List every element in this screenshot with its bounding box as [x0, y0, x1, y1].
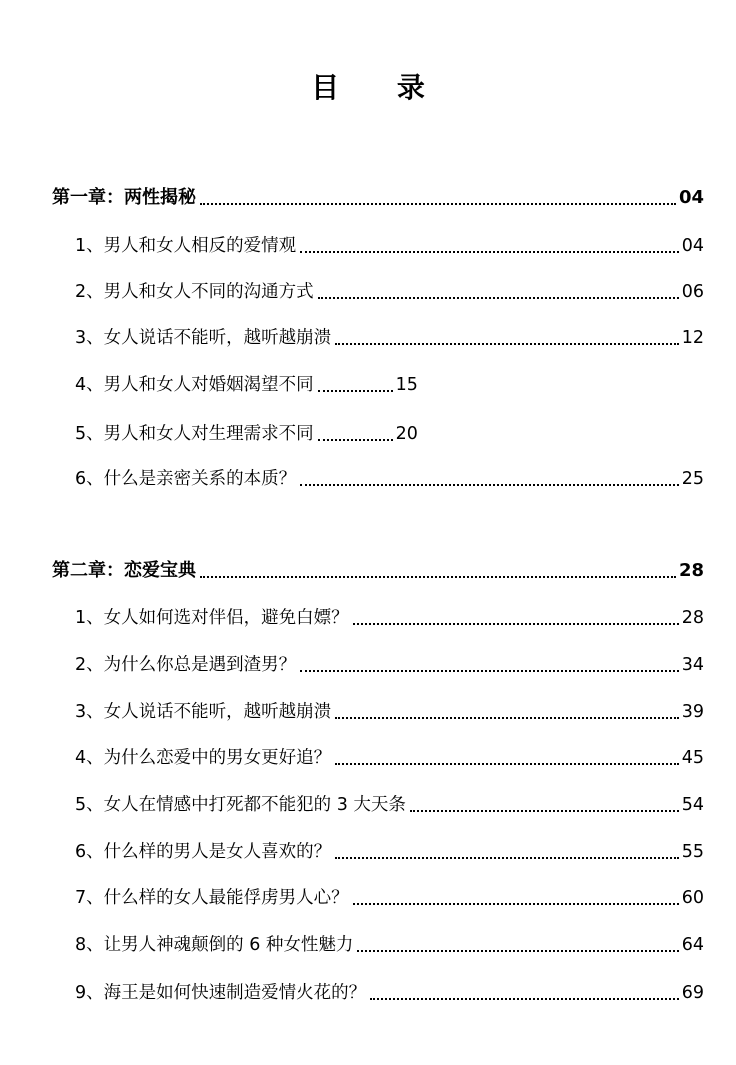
- dot-leader: [318, 439, 393, 441]
- dot-leader: [200, 203, 676, 205]
- page-number: 69: [681, 983, 704, 1003]
- entry-title: 4、为什么恋爱中的男女更好追？: [75, 748, 332, 768]
- page-number: 15: [395, 375, 418, 395]
- dot-leader: [300, 670, 679, 672]
- toc-entry[interactable]: [75, 700, 704, 724]
- dot-leader: [353, 623, 679, 625]
- entry-title: 9、海王是如何快速制造爱情火花的？: [75, 983, 367, 1003]
- page-title: 目 录: [311, 71, 449, 104]
- page-number: 20: [395, 424, 418, 444]
- dot-leader: [318, 297, 679, 299]
- entry-title: 2、男人和女人不同的沟通方式: [75, 282, 314, 302]
- page-number: 55: [681, 842, 704, 862]
- toc-entry[interactable]: [75, 373, 418, 397]
- dot-leader: [410, 810, 679, 812]
- dot-leader: [335, 343, 679, 345]
- dot-leader: [300, 484, 679, 486]
- dot-leader: [370, 998, 679, 1000]
- entry-title: 7、什么样的女人最能俘虏男人心？: [75, 888, 349, 908]
- toc-entry[interactable]: [75, 467, 704, 491]
- dot-leader: [318, 390, 393, 392]
- dot-leader: [300, 251, 679, 253]
- page-number: 12: [681, 328, 704, 348]
- toc-entry[interactable]: [75, 234, 704, 258]
- page-number: 28: [678, 560, 704, 581]
- toc-entry[interactable]: [75, 422, 418, 446]
- dot-leader: [335, 857, 679, 859]
- entry-title: 6、什么是亲密关系的本质？: [75, 469, 297, 489]
- page-number: 06: [681, 282, 704, 302]
- entry-title: 1、男人和女人相反的爱情观: [75, 236, 297, 256]
- entry-title: 3、女人说话不能听，越听越崩溃: [75, 328, 332, 348]
- chapter-title: 第一章：两性揭秘: [52, 187, 196, 208]
- toc-entry[interactable]: [75, 326, 704, 350]
- dot-leader: [335, 717, 679, 719]
- entry-title: 5、女人在情感中打死都不能犯的 3 大天条: [75, 795, 406, 815]
- toc-entry[interactable]: [75, 933, 704, 957]
- page-number: 25: [681, 469, 704, 489]
- toc-entry[interactable]: [75, 653, 704, 677]
- entry-title: 4、男人和女人对婚姻渴望不同: [75, 375, 314, 395]
- toc-entry[interactable]: [75, 886, 704, 910]
- toc-entry[interactable]: [75, 981, 704, 1005]
- chapter-title: 第二章：恋爱宝典: [52, 560, 196, 581]
- page-number: 28: [681, 608, 704, 628]
- page-number: 34: [681, 655, 704, 675]
- page-number: 54: [681, 795, 704, 815]
- page-number: 64: [681, 935, 704, 955]
- page-number: 04: [678, 187, 704, 208]
- dot-leader: [335, 763, 679, 765]
- page-number: 60: [681, 888, 704, 908]
- toc-entry[interactable]: [75, 280, 704, 304]
- entry-title: 5、男人和女人对生理需求不同: [75, 424, 314, 444]
- entry-title: 2、为什么你总是遇到渣男？: [75, 655, 297, 675]
- dot-leader: [357, 950, 678, 952]
- page-number: 39: [681, 702, 704, 722]
- entry-title: 8、让男人神魂颠倒的 6 种女性魅力: [75, 935, 354, 955]
- toc-chapter[interactable]: [52, 186, 704, 210]
- entry-title: 3、女人说话不能听，越听越崩溃: [75, 702, 332, 722]
- toc-entry[interactable]: [75, 606, 704, 630]
- toc-chapter[interactable]: [52, 559, 704, 583]
- entry-title: 6、什么样的男人是女人喜欢的？: [75, 842, 332, 862]
- toc-entry[interactable]: [75, 840, 704, 864]
- page-number: 04: [681, 236, 704, 256]
- dot-leader: [353, 903, 679, 905]
- page-number: 45: [681, 748, 704, 768]
- toc-entry[interactable]: [75, 793, 704, 817]
- toc-entry[interactable]: [75, 746, 704, 770]
- dot-leader: [200, 576, 676, 578]
- entry-title: 1、女人如何选对伴侣，避免白嫖？: [75, 608, 349, 628]
